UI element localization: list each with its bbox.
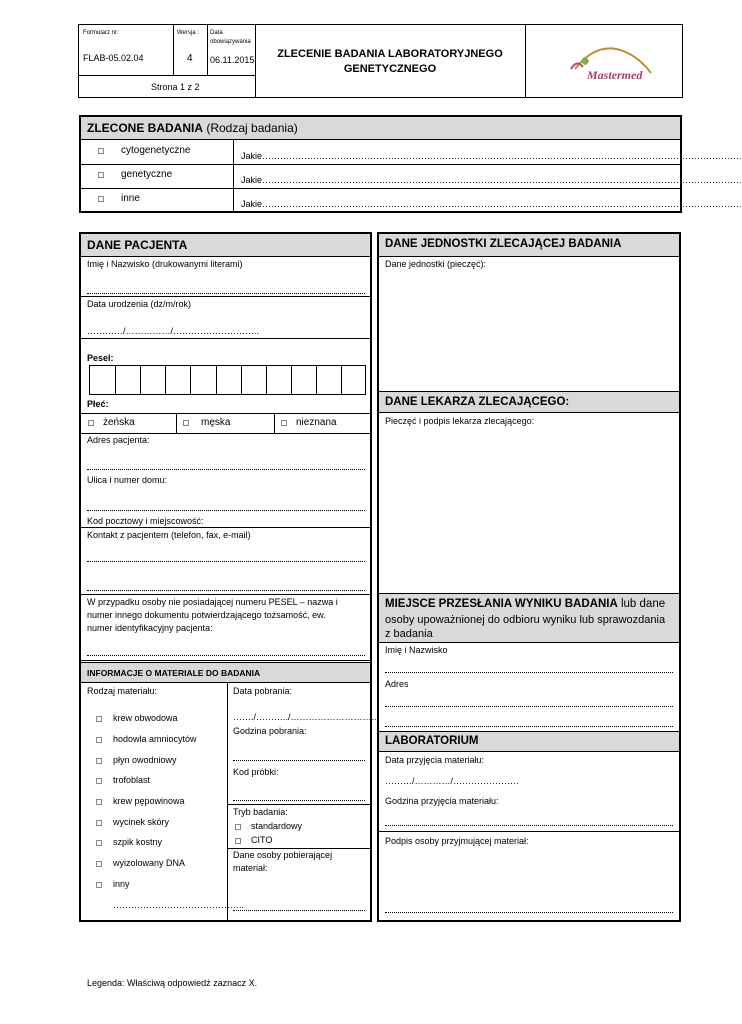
result-name-label: Imię i Nazwisko (385, 645, 448, 655)
lab-title: LABORATORIUM (385, 735, 479, 747)
collection-time-label: Godzina pobrania: (233, 726, 307, 736)
receiver-signature-field[interactable] (385, 912, 673, 913)
checkbox-isolated-dna[interactable] (96, 861, 102, 867)
no-pesel-field[interactable] (87, 655, 365, 656)
result-title-line-3: z badania (385, 628, 433, 640)
lab-header (379, 731, 679, 752)
result-address-field-1[interactable] (385, 706, 673, 707)
material-type-label: Rodzaj materiału: (87, 686, 158, 696)
checkbox-female[interactable] (88, 420, 94, 426)
collector-label-2: materiał: (233, 863, 268, 873)
form-header (78, 24, 683, 98)
option-other: inne (121, 193, 140, 204)
collection-time-field[interactable] (233, 760, 365, 761)
checkbox-bone-marrow[interactable] (96, 840, 102, 846)
postal-label: Kod pocztowy i miejscowość: (87, 516, 204, 526)
contact-field-1[interactable] (87, 561, 365, 562)
material-amniotic-fluid: płyn owodniowy (113, 755, 177, 765)
detail-other[interactable]: Jakie……………………………………………………………………………………………………………………………………………. (241, 199, 742, 209)
material-isolated-dna: wyizolowany DNA (113, 858, 186, 868)
effective-date-label-1: Data (210, 30, 223, 36)
checkbox-skin-biopsy[interactable] (96, 820, 102, 826)
ordered-tests-title: ZLECONE BADANIA (87, 121, 203, 135)
result-address-field-2[interactable] (385, 726, 673, 727)
result-name-field[interactable] (385, 672, 673, 673)
pesel-grid[interactable] (89, 365, 366, 395)
option-genetic: genetyczne (121, 169, 173, 180)
checkbox-other-material[interactable] (96, 882, 102, 888)
doctor-header (379, 391, 679, 413)
patient-header (81, 234, 370, 257)
street-field[interactable] (87, 510, 365, 511)
result-header (379, 593, 679, 643)
patient-name-label: Imię i Nazwisko (drukowanymi literami) (87, 259, 243, 269)
form-title-line-2: GENETYCZNEGO (343, 63, 437, 75)
patient-name-field[interactable] (87, 293, 365, 294)
collector-field[interactable] (233, 910, 365, 911)
form-title (255, 47, 525, 77)
birth-date-label: Data urodzenia (dz/m/rok) (87, 299, 192, 309)
received-date-label: Data przyjęcia materiału: (385, 755, 485, 765)
detail-cytogenetic[interactable]: Jakie……………………………………………………………………………………………………………………………………………. (241, 151, 742, 161)
material-trophoblast: trofoblast (113, 775, 151, 785)
form-title-line-1: ZLECENIE BADANIA LABORATORYJNEGO (277, 48, 503, 60)
sample-code-label: Kod próbki: (233, 767, 279, 777)
material-title: INFORMACJE O MATERIALE DO BADANIA (87, 668, 261, 678)
collection-date-label: Data pobrania: (233, 686, 293, 696)
sex-male: męska (201, 417, 231, 428)
material-skin-biopsy: wycinek skóry (113, 817, 170, 827)
mode-cito: CITO (251, 835, 273, 845)
result-title-line-2: osoby upoważnionej do odbioru wyniku lub sprawozdania (385, 614, 666, 626)
birth-date-field[interactable]: …………/……………/……………………….. (87, 326, 260, 336)
result-title: MIEJSCE PRZESŁANIA WYNIKU BADANIA (385, 598, 618, 610)
effective-date-label-2: obowiązywania (210, 39, 251, 45)
checkbox-cito[interactable] (235, 838, 241, 844)
doctor-title: DANE LEKARZA ZLECAJĄCEGO: (385, 396, 570, 408)
no-pesel-label-3: numer identyfikacyjny pacjenta: (87, 623, 213, 633)
checkbox-other[interactable] (98, 196, 104, 202)
form-number-label: Formularz nr: (83, 30, 119, 36)
material-header (81, 662, 370, 683)
unit-stamp-label: Dane jednostki (pieczęć): (385, 259, 487, 269)
checkbox-genetic[interactable] (98, 172, 104, 178)
mode-standard: standardowy (251, 821, 303, 831)
collector-label-1: Dane osoby pobierającej (233, 850, 333, 860)
street-label: Ulica i numer domu: (87, 475, 168, 485)
received-time-label: Godzina przyjęcia materiału: (385, 796, 499, 806)
form-number: FLAB-05.02.04 (83, 53, 144, 63)
received-date-field[interactable]: ………/…………/…………………. (385, 776, 519, 786)
option-cytogenetic: cytogenetyczne (121, 145, 191, 156)
ordered-tests-header (81, 117, 680, 140)
patient-section (79, 232, 377, 922)
collection-date-field[interactable]: ……./………../……………………….. (233, 712, 377, 722)
sample-code-field[interactable] (233, 800, 365, 801)
material-peripheral-blood: krew obwodowa (113, 713, 178, 723)
contact-label: Kontakt z pacjentem (telefon, fax, e-mail) (87, 530, 251, 540)
detail-genetic[interactable]: Jakie……………………………………………………………………………………………………………………………………………. (241, 175, 742, 185)
mastermed-logo (567, 39, 657, 83)
svg-text:Mastermed: Mastermed (587, 68, 643, 82)
address-label: Adres pacjenta: (87, 435, 150, 445)
ordered-tests-subtitle: (Rodzaj badania) (206, 121, 298, 135)
address-field[interactable] (87, 469, 365, 470)
material-other: inny (113, 879, 130, 889)
result-title-rest: lub dane (620, 598, 666, 610)
ordering-unit-section (377, 232, 681, 922)
sex-unknown: nieznana (296, 417, 337, 428)
version-label: Wersja : (177, 30, 199, 36)
received-time-field[interactable] (385, 825, 673, 826)
sex-female: żeńska (103, 417, 135, 428)
page-number: Strona 1 z 2 (151, 82, 200, 92)
checkbox-amniotic-fluid[interactable] (96, 758, 102, 764)
checkbox-cord-blood[interactable] (96, 799, 102, 805)
result-address-label: Adres (385, 679, 409, 689)
material-amniocyte-culture: hodowla amniocytów (113, 734, 197, 744)
checkbox-standard[interactable] (235, 824, 241, 830)
material-other-field[interactable]: …………………………………….. (113, 900, 245, 910)
material-cord-blood: krew pępowinowa (113, 796, 185, 806)
checkbox-trophoblast[interactable] (96, 778, 102, 784)
legend: Legenda: Właściwą odpowiedź zaznacz X. (87, 978, 258, 988)
no-pesel-label-1: W przypadku osoby nie posiadającej numeru PESEL – nazwa i (87, 597, 338, 607)
sex-label: Płeć: (87, 399, 109, 409)
ordering-unit-title: DANE JEDNOSTKI ZLECAJĄCEJ BADANIA (385, 238, 622, 250)
version-value: 4 (187, 53, 193, 64)
checkbox-male[interactable] (183, 420, 189, 426)
pesel-label: Pesel: (87, 353, 114, 363)
receiver-signature-label: Podpis osoby przyjmującej materiał: (385, 836, 529, 846)
ordering-unit-header (379, 234, 679, 257)
doctor-stamp-label: Pieczęć i podpis lekarza zlecającego: (385, 416, 535, 426)
patient-title: DANE PACJENTA (87, 238, 188, 252)
contact-field-2[interactable] (87, 590, 365, 591)
checkbox-peripheral-blood[interactable] (96, 716, 102, 722)
effective-date: 06.11.2015 (210, 55, 255, 65)
checkbox-amniocyte-culture[interactable] (96, 737, 102, 743)
test-mode-label: Tryb badania: (233, 807, 288, 817)
checkbox-cytogenetic[interactable] (98, 148, 104, 154)
checkbox-unknown[interactable] (281, 420, 287, 426)
no-pesel-label-2: numer innego dokumentu potwierdzającego tożsamość, ew. (87, 610, 326, 620)
material-bone-marrow: szpik kostny (113, 837, 163, 847)
ordered-tests-section (79, 115, 742, 213)
